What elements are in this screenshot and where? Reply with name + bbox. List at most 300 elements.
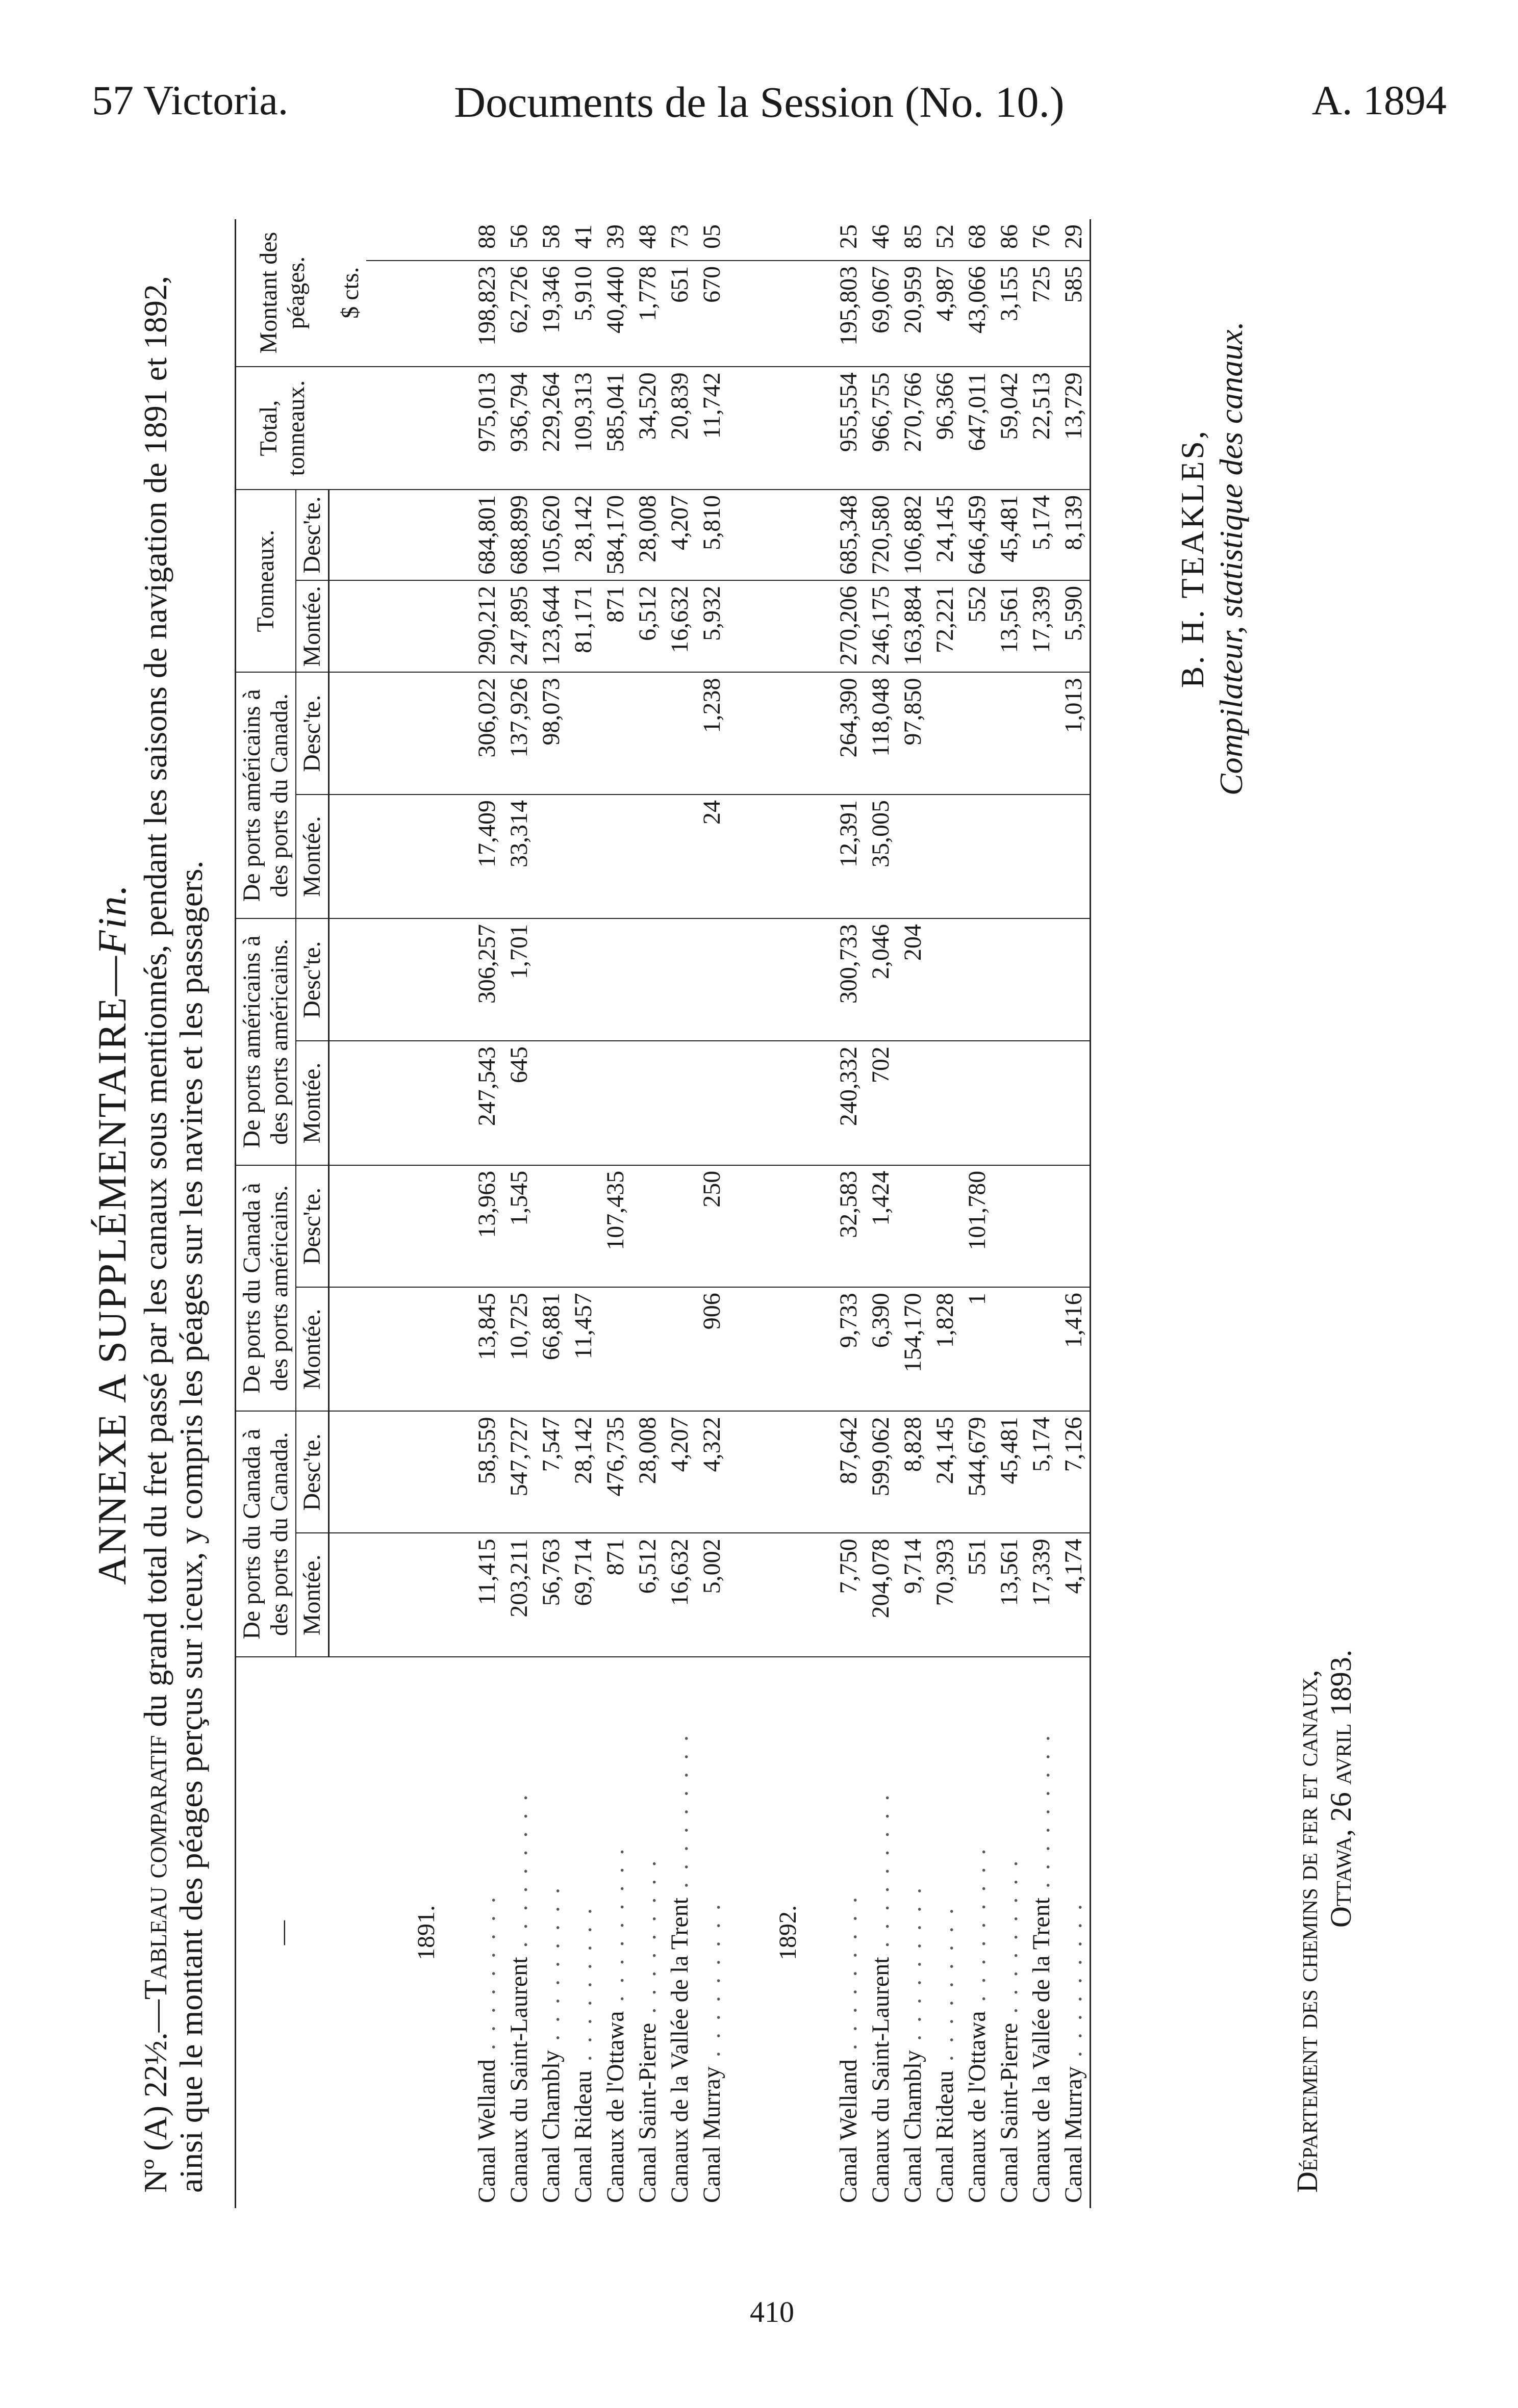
cell-c4d: 264,390 <box>832 672 865 795</box>
cell-c4m <box>631 795 664 918</box>
cell-c1m: 4,174 <box>1057 1533 1091 1657</box>
header-montee: Montée. <box>296 1287 329 1411</box>
cell-c4d <box>664 672 696 795</box>
cell-c1m: 56,763 <box>535 1533 567 1657</box>
cell-c4m: 24 <box>696 795 728 918</box>
row-canal-cell <box>961 1657 993 2208</box>
cell-c2m <box>993 1287 1025 1411</box>
annex-title-suffix: Fin. <box>90 883 134 955</box>
canal-name: Canal Saint-Pierre <box>634 2022 661 2203</box>
cell-c1d: 4,322 <box>696 1411 728 1533</box>
cell-c1d: 8,828 <box>897 1411 929 1533</box>
cell-dollars: 43,066 <box>961 261 993 367</box>
cell-c1d: 24,145 <box>929 1411 961 1533</box>
cell-total: 936,794 <box>503 367 535 490</box>
header-group-canada-canada: De ports du Canada à des ports du Canada. <box>236 1411 296 1657</box>
table-row <box>599 219 631 2208</box>
cell-c2d: 250 <box>696 1165 728 1288</box>
cell-c1m: 551 <box>961 1533 993 1657</box>
cell-td: 45,481 <box>993 490 1025 580</box>
caption-text: du grand total du fret passé par les canaux sous mentionnés, pendant les saisons de navigation de 1891 et 1892, ainsi que le montant des péages perçus sur iceux, y compris les péages sur les navires et les passagers. <box>137 276 209 2193</box>
canal-name: Canaux de l'Ottawa <box>963 2011 991 2203</box>
cell-total: 229,264 <box>535 367 567 490</box>
table-row <box>471 219 503 2208</box>
canal-name: Canal Chambly <box>537 2050 565 2203</box>
cell-tm: 290,212 <box>471 580 503 673</box>
cell-c4m <box>567 795 599 918</box>
cell-td: 646,459 <box>961 490 993 580</box>
leader-dots: . . . . . . . . . <box>601 1846 629 2011</box>
cell-c3m <box>929 1041 961 1165</box>
cell-c3d <box>1025 918 1057 1041</box>
cell-c1d: 544,679 <box>961 1411 993 1533</box>
cell-cents: 85 <box>897 219 929 261</box>
row-canal-cell <box>567 1657 599 2208</box>
canal-name: Canal Murray <box>1059 2066 1087 2203</box>
header-montee: Montée. <box>296 1041 329 1165</box>
cell-c1m: 17,339 <box>1025 1533 1057 1657</box>
cell-td: 5,174 <box>1025 490 1057 580</box>
cell-dollars: 40,440 <box>599 261 631 367</box>
cell-c3d <box>696 918 728 1041</box>
cell-c4d: 137,926 <box>503 672 535 795</box>
cell-c3m: 247,543 <box>471 1041 503 1165</box>
table-body <box>329 219 471 2208</box>
row-canal-cell <box>1025 1657 1057 2208</box>
cell-cents: 52 <box>929 219 961 261</box>
cell-tm: 270,206 <box>832 580 865 673</box>
cell-c3d: 204 <box>897 918 929 1041</box>
cell-c3d <box>567 918 599 1041</box>
cell-cents: 86 <box>993 219 1025 261</box>
cell-c1m: 16,632 <box>664 1533 696 1657</box>
cell-dollars: 69,067 <box>865 261 897 367</box>
cell-td: 4,207 <box>664 490 696 580</box>
cell-total: 34,520 <box>631 367 664 490</box>
cell-cents: 58 <box>535 219 567 261</box>
cell-c3d <box>929 918 961 1041</box>
canal-name: Canal Welland <box>834 2059 862 2203</box>
cell-c2d <box>1025 1165 1057 1288</box>
cell-c4d <box>929 672 961 795</box>
rotated-page-content <box>0 143 1377 2328</box>
cell-c4d <box>631 672 664 795</box>
cell-c4m <box>1025 795 1057 918</box>
cell-c4d <box>567 672 599 795</box>
cell-c4m: 35,005 <box>865 795 897 918</box>
cell-c4m <box>961 795 993 918</box>
cell-dollars: 3,155 <box>993 261 1025 367</box>
cell-cents: 68 <box>961 219 993 261</box>
cell-c4m <box>1057 795 1091 918</box>
cell-td: 720,580 <box>865 490 897 580</box>
leader-dots: . . . . . . . . . <box>505 1791 533 1957</box>
cell-cents: 46 <box>865 219 897 261</box>
cell-c2m: 906 <box>696 1287 728 1411</box>
cell-c3d <box>664 918 696 1041</box>
canal-name: Canal Saint-Pierre <box>995 2022 1023 2203</box>
cell-tm: 5,590 <box>1057 580 1091 673</box>
leader-dots: . . . . . . . . . <box>867 1791 894 1957</box>
signature-block <box>1173 321 1251 796</box>
row-canal-cell <box>535 1657 567 2208</box>
cell-tm: 123,644 <box>535 580 567 673</box>
table-body-1892-heading <box>728 219 832 2208</box>
cell-total: 585,041 <box>599 367 631 490</box>
cell-c1m: 69,714 <box>567 1533 599 1657</box>
leader-dots: . . . . . . . . . <box>698 1901 725 2067</box>
unit-row <box>329 219 366 2208</box>
cell-total: 22,513 <box>1025 367 1057 490</box>
cell-c1d: 7,126 <box>1057 1411 1091 1533</box>
cell-c2m <box>1025 1287 1057 1411</box>
cell-cents: 29 <box>1057 219 1091 261</box>
cell-c4d <box>961 672 993 795</box>
cell-td: 685,348 <box>832 490 865 580</box>
cell-c3d: 306,257 <box>471 918 503 1041</box>
cell-c1d: 4,207 <box>664 1411 696 1533</box>
header-montee: Montée. <box>296 1533 329 1657</box>
cell-c2m: 1,416 <box>1057 1287 1091 1411</box>
page-number: 410 <box>750 2295 794 2328</box>
cell-c4m <box>599 795 631 918</box>
canal-name: Canaux de l'Ottawa <box>601 2011 629 2203</box>
cell-dollars: 20,959 <box>897 261 929 367</box>
cell-tm: 163,884 <box>897 580 929 673</box>
cell-tm: 871 <box>599 580 631 673</box>
table-row <box>1025 219 1057 2208</box>
caption-table-word: Tableau comparatif <box>137 1735 173 2000</box>
cell-td: 688,899 <box>503 490 535 580</box>
cell-tm: 247,895 <box>503 580 535 673</box>
cell-c4d <box>1025 672 1057 795</box>
cell-c2m: 9,733 <box>832 1287 865 1411</box>
canal-name: Canal Rideau <box>569 2070 597 2203</box>
year-label-1891: 1891. <box>412 1905 440 1960</box>
cell-c1m: 11,415 <box>471 1533 503 1657</box>
cell-tm: 6,512 <box>631 580 664 673</box>
cell-dollars: 651 <box>664 261 696 367</box>
department-block <box>1291 1650 1358 2193</box>
cell-c4m <box>897 795 929 918</box>
cell-c3d <box>599 918 631 1041</box>
cell-c2d: 13,963 <box>471 1165 503 1288</box>
rows-1892 <box>832 219 1091 2208</box>
cell-c2m: 1,828 <box>929 1287 961 1411</box>
cell-total: 20,839 <box>664 367 696 490</box>
year-label-1892: 1892. <box>774 1905 801 1960</box>
row-canal-cell <box>929 1657 961 2208</box>
cell-c3m <box>664 1041 696 1165</box>
cell-c1m: 6,512 <box>631 1533 664 1657</box>
cell-td: 28,008 <box>631 490 664 580</box>
header-group-tonneaux: Tonneaux. <box>236 490 296 673</box>
cell-c3m: 702 <box>865 1041 897 1165</box>
cell-c3m <box>993 1041 1025 1165</box>
canal-name: Canaux du Saint-Laurent <box>505 1957 533 2203</box>
cell-c1m: 9,714 <box>897 1533 929 1657</box>
cell-td: 105,620 <box>535 490 567 580</box>
cell-cents: 39 <box>599 219 631 261</box>
cell-c3m <box>696 1041 728 1165</box>
leader-dots: . . . . . . . . . <box>473 1894 500 2060</box>
cell-c1m: 204,078 <box>865 1533 897 1657</box>
cell-dollars: 5,910 <box>567 261 599 367</box>
cell-total: 955,554 <box>832 367 865 490</box>
cell-c3m <box>567 1041 599 1165</box>
cell-c2d <box>535 1165 567 1288</box>
cell-c2d <box>897 1165 929 1288</box>
cell-c4m <box>993 795 1025 918</box>
cell-c2m <box>631 1287 664 1411</box>
canal-name: Canaux de la Vallée de la Trent <box>666 1898 693 2203</box>
header-name-dash: — <box>236 1657 329 2208</box>
cell-cents: 05 <box>696 219 728 261</box>
annex-title <box>89 143 135 2325</box>
cell-c3m <box>1057 1041 1091 1165</box>
leader-dots: . . . . . . . . . <box>995 1857 1023 2023</box>
header-montant-peages: Montant des péages. <box>236 219 329 367</box>
cell-c3m <box>961 1041 993 1165</box>
cell-c4d <box>599 672 631 795</box>
cell-c1m: 203,211 <box>503 1533 535 1657</box>
canal-name: Canal Welland <box>473 2059 500 2203</box>
cell-c1m: 7,750 <box>832 1533 865 1657</box>
cell-c2m: 1 <box>961 1287 993 1411</box>
leader-dots: . . . . . . . . . <box>634 1857 661 2023</box>
table-header <box>236 219 329 2208</box>
cell-c4m <box>664 795 696 918</box>
year-row-1891 <box>366 219 471 2208</box>
cell-tm: 246,175 <box>865 580 897 673</box>
cell-total: 59,042 <box>993 367 1025 490</box>
cell-c2d: 32,583 <box>832 1165 865 1288</box>
cell-tm: 552 <box>961 580 993 673</box>
leader-dots: . . . . . . . . . <box>1059 1901 1087 2067</box>
annex-title-main: ANNEXE A SUPPLÉMENTAIRE— <box>90 955 134 1585</box>
year-row-1892 <box>728 219 832 2208</box>
cell-c1d: 476,735 <box>599 1411 631 1533</box>
canal-name: Canaux de la Vallée de la Trent <box>1027 1898 1055 2203</box>
row-canal-cell <box>865 1657 897 2208</box>
cell-tm: 81,171 <box>567 580 599 673</box>
cell-tm: 16,632 <box>664 580 696 673</box>
unit-label: $ cts. <box>329 219 366 367</box>
cell-td: 24,145 <box>929 490 961 580</box>
cell-c2m: 6,390 <box>865 1287 897 1411</box>
cell-cents: 41 <box>567 219 599 261</box>
cell-c4m <box>535 795 567 918</box>
cell-c4d: 118,048 <box>865 672 897 795</box>
cell-c2d <box>664 1165 696 1288</box>
caption-lead: .— <box>137 2000 173 2041</box>
cell-c3m: 240,332 <box>832 1041 865 1165</box>
cell-c4d <box>993 672 1025 795</box>
cell-dollars: 4,987 <box>929 261 961 367</box>
cell-total: 647,011 <box>961 367 993 490</box>
cell-dollars: 1,778 <box>631 261 664 367</box>
cell-c1m: 5,002 <box>696 1533 728 1657</box>
cell-total: 109,313 <box>567 367 599 490</box>
cell-c2m: 11,457 <box>567 1287 599 1411</box>
row-canal-cell <box>503 1657 535 2208</box>
canal-name: Canaux du Saint-Laurent <box>867 1957 894 2203</box>
cell-c4d: 98,073 <box>535 672 567 795</box>
cell-total: 13,729 <box>1057 367 1091 490</box>
header-montee: Montée. <box>296 795 329 918</box>
cell-c2d <box>1057 1165 1091 1288</box>
cell-c3d: 1,701 <box>503 918 535 1041</box>
cell-c1d: 599,062 <box>865 1411 897 1533</box>
cell-c3d <box>631 918 664 1041</box>
header-group-american-canada: De ports américains à des ports du Canada. <box>236 672 296 918</box>
cell-total: 270,766 <box>897 367 929 490</box>
leader-dots: . . . . . . . . . <box>537 1885 565 2051</box>
cell-c3m <box>897 1041 929 1165</box>
row-canal-cell <box>471 1657 503 2208</box>
header-descte: Desc'te. <box>296 490 329 580</box>
cell-c2m <box>664 1287 696 1411</box>
cell-c4m: 17,409 <box>471 795 503 918</box>
signature-name: B. H. TEAKLES, <box>1174 429 1210 688</box>
cell-c3m <box>535 1041 567 1165</box>
cell-td: 106,882 <box>897 490 929 580</box>
header-descte: Desc'te. <box>296 918 329 1041</box>
cell-c1d: 5,174 <box>1025 1411 1057 1533</box>
cell-dollars: 195,803 <box>832 261 865 367</box>
cell-cents: 76 <box>1025 219 1057 261</box>
cell-tm: 5,932 <box>696 580 728 673</box>
cell-c3m: 645 <box>503 1041 535 1165</box>
header-group-canada-american: De ports du Canada à des ports américains. <box>236 1165 296 1412</box>
cell-dollars: 19,346 <box>535 261 567 367</box>
cell-c2m: 13,845 <box>471 1287 503 1411</box>
cell-c1m: 70,393 <box>929 1533 961 1657</box>
cell-dollars: 62,726 <box>503 261 535 367</box>
row-canal-cell <box>631 1657 664 2208</box>
leader-dots: . . . . . . . . . <box>569 1905 597 2071</box>
cell-c4m: 12,391 <box>832 795 865 918</box>
leader-dots: . . . . . . . . . <box>931 1905 958 2071</box>
cell-c3d <box>535 918 567 1041</box>
table-row <box>664 219 696 2208</box>
cell-total: 11,742 <box>696 367 728 490</box>
row-canal-cell <box>696 1657 728 2208</box>
cell-c2m: 154,170 <box>897 1287 929 1411</box>
table-row <box>832 219 865 2208</box>
cell-c4d: 97,850 <box>897 672 929 795</box>
department-line-1: Département des chemins de fer et canaux, <box>1291 1670 1324 2193</box>
canal-name: Canal Rideau <box>931 2070 958 2203</box>
header-descte: Desc'te. <box>296 1165 329 1288</box>
cell-cents: 25 <box>832 219 865 261</box>
cell-c2m: 66,881 <box>535 1287 567 1411</box>
cell-td: 5,810 <box>696 490 728 580</box>
cell-c3m <box>1025 1041 1057 1165</box>
table-row <box>961 219 993 2208</box>
cell-c1m: 871 <box>599 1533 631 1657</box>
caption-number: Nº (A) 22 <box>137 2065 173 2193</box>
cell-td: 8,139 <box>1057 490 1091 580</box>
cell-total: 975,013 <box>471 367 503 490</box>
table-row <box>865 219 897 2208</box>
table-row <box>929 219 961 2208</box>
cell-c1d: 7,547 <box>535 1411 567 1533</box>
cell-tm: 72,221 <box>929 580 961 673</box>
cell-total: 966,755 <box>865 367 897 490</box>
cell-c3d <box>993 918 1025 1041</box>
cell-c1d: 87,642 <box>832 1411 865 1533</box>
cell-td: 28,142 <box>567 490 599 580</box>
cell-c2m <box>599 1287 631 1411</box>
cell-c2d: 1,424 <box>865 1165 897 1288</box>
department-line-2: Ottawa, 26 avril 1893. <box>1324 1649 1357 1928</box>
cell-cents: 88 <box>471 219 503 261</box>
header-descte: Desc'te. <box>296 1411 329 1533</box>
cell-c3d <box>961 918 993 1041</box>
row-canal-cell <box>664 1657 696 2208</box>
row-canal-cell <box>599 1657 631 2208</box>
cell-dollars: 198,823 <box>471 261 503 367</box>
leader-dots: . . . . . . . . . <box>963 1846 991 2011</box>
table-row <box>1057 219 1091 2208</box>
caption-fraction: ½ <box>137 2040 173 2065</box>
table-row <box>631 219 664 2208</box>
cell-dollars: 670 <box>696 261 728 367</box>
cell-dollars: 725 <box>1025 261 1057 367</box>
canal-name: Canal Chambly <box>899 2050 926 2203</box>
cell-c3d <box>1057 918 1091 1041</box>
header-montee: Montée. <box>296 580 329 673</box>
rows-1891 <box>471 219 728 2208</box>
cell-cents: 48 <box>631 219 664 261</box>
cell-tm: 13,561 <box>993 580 1025 673</box>
row-canal-cell <box>993 1657 1025 2208</box>
cell-c3m <box>631 1041 664 1165</box>
table-row <box>535 219 567 2208</box>
leader-dots: . . . . . . . . . <box>834 1894 862 2060</box>
cell-total: 96,366 <box>929 367 961 490</box>
cell-cents: 56 <box>503 219 535 261</box>
running-head <box>0 76 1518 138</box>
canal-freight-table <box>235 219 1091 2208</box>
cell-c2d <box>631 1165 664 1288</box>
header-total-tonneaux: Total, tonneaux. <box>236 367 329 490</box>
canal-name: Canal Murray <box>698 2066 725 2203</box>
leader-dots: . . . . . . . . . <box>899 1885 926 2051</box>
header-descte: Desc'te. <box>296 672 329 795</box>
cell-dollars: 585 <box>1057 261 1091 367</box>
cell-c2d: 101,780 <box>961 1165 993 1288</box>
cell-c3d: 2,046 <box>865 918 897 1041</box>
cell-c1d: 45,481 <box>993 1411 1025 1533</box>
cell-c2d <box>567 1165 599 1288</box>
cell-c2d <box>993 1165 1025 1288</box>
running-head-center: Documents de la Session (No. 10.) <box>454 78 1065 126</box>
cell-tm: 17,339 <box>1025 580 1057 673</box>
header-group-american-american: De ports américains à des ports américains. <box>236 918 296 1165</box>
signature-role: Compilateur, statistique des canaux. <box>1213 321 1249 796</box>
cell-c4d: 1,238 <box>696 672 728 795</box>
cell-c3m <box>599 1041 631 1165</box>
cell-c4m: 33,314 <box>503 795 535 918</box>
table-row <box>503 219 535 2208</box>
cell-td: 684,801 <box>471 490 503 580</box>
leader-dots: . . . . . . . . . <box>666 1732 693 1898</box>
cell-c4d: 1,013 <box>1057 672 1091 795</box>
cell-c2d <box>929 1165 961 1288</box>
running-head-right: A. 1894 <box>1311 77 1447 123</box>
